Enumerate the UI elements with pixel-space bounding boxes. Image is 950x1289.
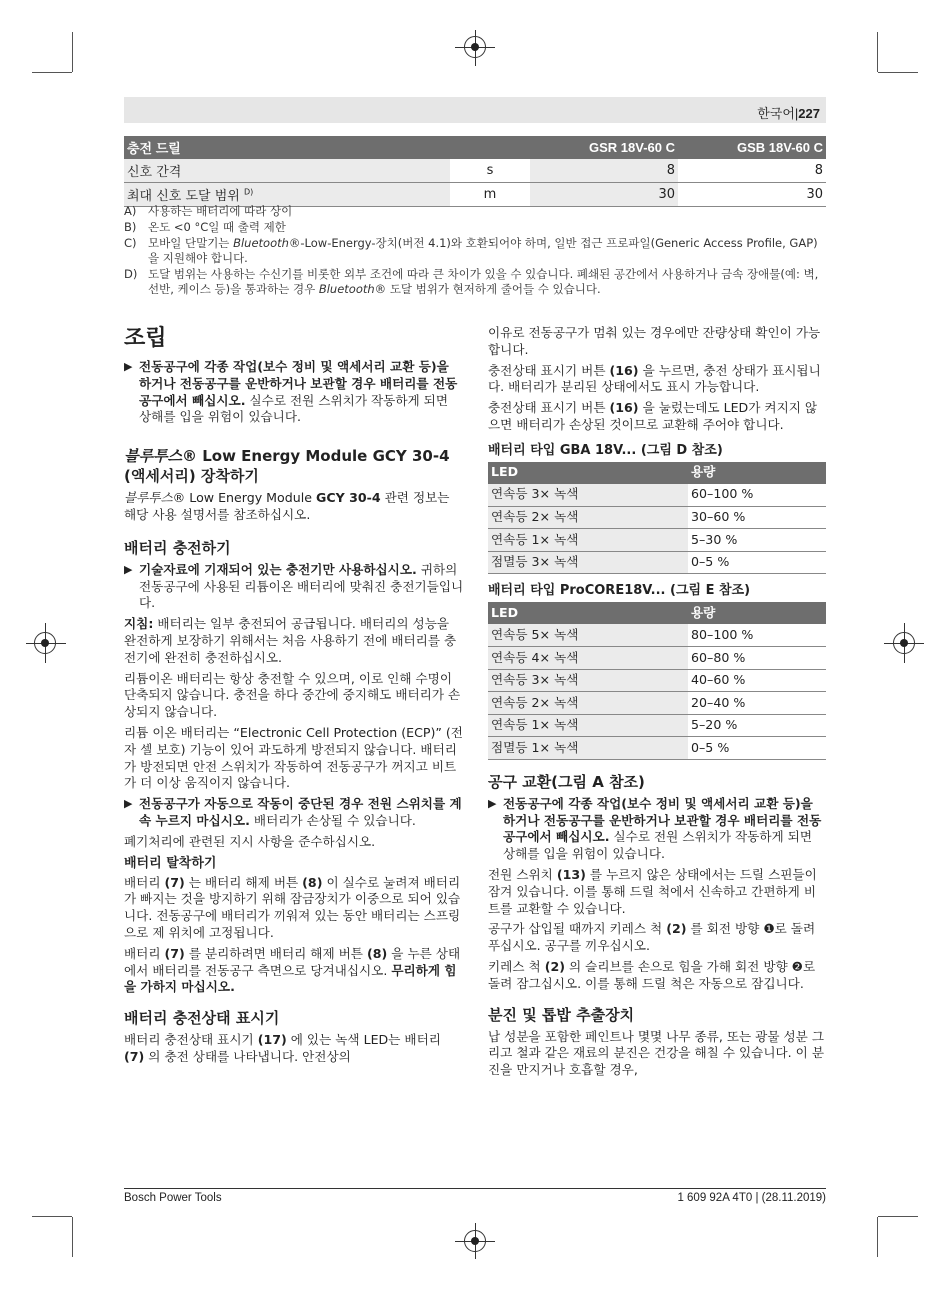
hint-text: 지침: 배터리는 일부 충전되어 공급됩니다. 배터리의 성능을 완전하게 보장하기 위해서는 처음 사용하기 전에 배터리를 충전기에 완전히 충전하십시오. — [124, 616, 457, 665]
capacity-header: 용량 — [688, 462, 826, 484]
spec-col1: GSR 18V-60 C — [530, 136, 678, 159]
spec-value: 30 — [678, 183, 826, 207]
spec-title: 충전 드릴 — [124, 136, 450, 159]
indicator-button-text: 충전상태 표시기 버튼 (16) 을 누르면, 충전 상태가 표시됩니다. 배터리가 분리된 상태에서도 표시 가능합니다. — [488, 362, 821, 395]
remove-text: 배터리 (7) 는 배터리 해제 버튼 (8) 이 실수로 눌려져 배터리가 빠지는 것을 방지하기 위해 잠금장치가 이중으로 되어 있습니다. 전동공구에 배터리가 끼워져 있는 동안 배터리는 스프링으로 제 위치에 고정됩니다. — [124, 874, 461, 940]
crop-mark — [877, 1217, 878, 1257]
spec-footnote-ref: D) — [244, 187, 254, 197]
remove-title: 배터리 탈착하기 — [124, 855, 217, 871]
led-header: LED — [488, 462, 688, 484]
bullet-arrow-icon: ▶ — [124, 562, 133, 576]
registration-mark-icon — [893, 632, 915, 654]
tool-change-title: 공구 교환(그림 A 참조) — [488, 772, 645, 791]
page-header: 한국어|227 — [757, 106, 820, 121]
spec-unit: s — [450, 159, 530, 183]
table-row: 연속등 4× 녹색 60–80 % — [488, 647, 826, 670]
indicator-button-text: 충전상태 표시기 버튼 (16) 을 눌렀는데도 LED가 켜지지 않으면 배터리가 손상된 것이므로 교환해 주어야 합니다. — [488, 400, 818, 432]
table-row: 점멸등 3× 녹색 0–5 % — [488, 551, 826, 574]
spec-label: 최대 신호 도달 범위 — [127, 189, 240, 204]
bluetooth-title: 블루투스® Low Energy Module GCY 30-4 (액세서리) 장착하기 — [124, 447, 450, 486]
page-number: 227 — [798, 106, 820, 121]
capacity-header: 용량 — [688, 602, 826, 624]
table-row: 연속등 5× 녹색 80–100 % — [488, 624, 826, 647]
tool-text: 공구가 삽입될 때까지 키레스 척 (2) 를 회전 방향 ❶로 돌려 푸십시오. 공구를 끼우십시오. — [488, 921, 816, 954]
registration-mark-icon — [464, 1230, 486, 1252]
crop-mark — [32, 1216, 72, 1217]
registration-mark-icon — [34, 632, 56, 654]
warning-bullet: ▶ 전동공구가 자동으로 작동이 중단된 경우 전원 스위치를 계속 누르지 마십시오. 배터리가 손상될 수 있습니다. — [124, 796, 462, 828]
procore-title: 배터리 타입 ProCORE18V... (그림 E 참조) — [488, 583, 751, 599]
spec-table — [124, 136, 826, 207]
table-row: 연속등 2× 녹색 20–40 % — [488, 692, 826, 715]
remove-text: 배터리 (7) 를 분리하려면 배터리 해제 버튼 (8) 을 누른 상태에서 배터리를 전동공구 측면으로 당겨내십시오. 무리하게 힘을 가하지 마십시오. — [124, 945, 461, 995]
crop-mark — [32, 72, 72, 73]
crop-mark — [877, 32, 878, 72]
bluetooth-text: 블루투스® Low Energy Module GCY 30-4 관련 정보는 해당 사용 설명서를 참조하십시오. — [124, 490, 450, 522]
gba-led-table — [488, 462, 826, 575]
table-row: 연속등 2× 녹색 30–60 % — [488, 506, 826, 529]
footnote: B) 온도 <0 °C일 때 출력 제한 — [124, 220, 826, 235]
led-header: LED — [488, 602, 688, 624]
footnote-text: 온도 <0 °C일 때 출력 제한 — [148, 220, 286, 234]
footer-doc-number: 1 609 92A 4T0 | (28.11.2019) — [677, 1192, 826, 1204]
crop-mark — [878, 72, 918, 73]
tool-text: 키레스 척 (2) 의 슬리브를 손으로 힘을 가해 회전 방향 ❷로 돌려 잠그십시오. 이를 통해 드릴 척은 자동으로 잠깁니다. — [488, 958, 816, 991]
footnote: D) 도달 범위는 사용하는 수신기를 비롯한 외부 조건에 따라 큰 차이가 있을 수 있습니다. 폐쇄된 공간에서 사용하거나 금속 장애물(예: 벽, 선반, 케이스 등)을 통과하는 경우 Bluetooth® 도달 범위가 현저하게 줄어들 수 있습니다. — [124, 267, 826, 297]
table-row — [124, 183, 826, 207]
footnote-text: 사용하는 배터리에 따라 상이 — [148, 204, 293, 218]
bullet-arrow-icon: ▶ — [124, 360, 133, 373]
table-row: 연속등 1× 녹색 5–30 % — [488, 529, 826, 552]
indicator-text: 배터리 충전상태 표시기 (17) 에 있는 녹색 LED는 배터리 (7) 의 충전 상태를 나타냅니다. 안전상의 — [124, 1032, 441, 1064]
gba-title: 배터리 타입 GBA 18V... (그림 D 참조) — [488, 442, 723, 458]
table-row — [124, 159, 826, 183]
header-language: 한국어 — [757, 106, 795, 121]
spec-value: 8 — [678, 159, 826, 183]
indicator-title: 배터리 충전상태 표시기 — [124, 1009, 280, 1028]
footer-divider — [124, 1188, 826, 1189]
table-row: 연속등 1× 녹색 5–20 % — [488, 714, 826, 737]
table-row: 점멸등 1× 녹색 0–5 % — [488, 737, 826, 760]
ecp-text: 리튬 이온 배터리는 “Electronic Cell Protection (ECP)” (전자 셀 보호) 기능이 있어 과도하게 방전되지 않습니다. 배터리가 방전되면 안전 스위치가 작동하여 전동공구가 꺼지고 비트가 더 이상 움직이지 않습니다. — [124, 724, 463, 791]
warning-bullet: ▶ 기술자료에 기재되어 있는 충전기만 사용하십시오. 귀하의 전동공구에 사용된 리튬이온 배터리에 맞춰진 충전기들입니다. — [124, 561, 464, 611]
dust-title: 분진 및 톱밥 추출장치 — [488, 1005, 635, 1024]
crop-mark — [878, 1216, 918, 1217]
dust-text: 납 성분을 포함한 페인트나 몇몇 나무 종류, 또는 광물 성분 그리고 철과 같은 재료의 분진은 건강을 해칠 수 있습니다. 이 분진을 만지거나 호흡할 경우, — [488, 1028, 825, 1078]
registration-mark-icon — [464, 36, 486, 58]
rotation-1-icon: ❶ — [763, 921, 775, 937]
footnotes — [124, 204, 826, 298]
procore-led-table — [488, 602, 826, 760]
table-row: 연속등 3× 녹색 40–60 % — [488, 669, 826, 692]
header-band — [124, 97, 826, 123]
warning-bullet: ▶ 전동공구에 각종 작업(보수 정비 및 액세서리 교환 등)을 하거나 전동공구를 운반하거나 보관할 경우 배터리를 전동공구에서 빼십시오. 실수로 전원 스위치가 작동하게 되면 상해를 입을 위험이 있습니다. — [488, 795, 822, 862]
spec-label-cell — [124, 183, 450, 207]
disposal-text: 폐기처리에 관련된 지시 사항을 준수하십시오. — [124, 833, 376, 849]
footnote-text: 도달 범위는 사용하는 수신기를 비롯한 외부 조건에 따라 큰 차이가 있을 수 있습니다. 폐쇄된 공간에서 사용하거나 금속 장애물(예: 벽, 선반, 케이스 등)을 통과하는 경우 Bluetooth® 도달 범위가 현저하게 줄어들 수 있습니다. — [148, 267, 819, 296]
spec-unit: m — [450, 183, 530, 207]
right-column — [488, 325, 826, 1083]
assembly-title: 조립 — [124, 326, 167, 351]
footnote-text: 모바일 단말기는 Bluetooth®-Low-Energy-장치(버전 4.1)와 호환되어야 하며, 일반 접근 프로파일(Generic Access Profile, GAP)을 지원해야 합니다. — [148, 236, 818, 265]
footnote: A) 사용하는 배터리에 따라 상이 — [124, 204, 826, 219]
spec-value: 30 — [530, 183, 678, 207]
spec-col2: GSB 18V-60 C — [678, 136, 826, 159]
footer-brand: Bosch Power Tools — [124, 1192, 222, 1204]
footnote: C) 모바일 단말기는 Bluetooth®-Low-Energy-장치(버전 4.1)와 호환되어야 하며, 일반 접근 프로파일(Generic Access Profile, GAP)을 지원해야 합니다. — [124, 236, 826, 266]
crop-mark — [72, 1217, 73, 1257]
rotation-2-icon: ❷ — [791, 958, 803, 974]
bullet-arrow-icon: ▶ — [488, 796, 497, 810]
table-row: 연속등 3× 녹색 60–100 % — [488, 484, 826, 507]
charge-title: 배터리 충전하기 — [124, 538, 231, 557]
tool-text: 전원 스위치 (13) 를 누르지 않은 상태에서는 드릴 스핀들이 잠겨 있습니다. 이를 통해 드릴 척에서 신속하고 간편하게 비트를 교환할 수 있습니다. — [488, 866, 817, 916]
warning-bullet: ▶ 전동공구에 각종 작업(보수 정비 및 액세서리 교환 등)을 하거나 전동공구를 운반하거나 보관할 경우 배터리를 전동공구에서 빼십시오. 실수로 전원 스위치가 작동하게 되면 상해를 입을 위험이 있습니다. — [124, 359, 458, 425]
spec-value: 8 — [530, 159, 678, 183]
left-column — [124, 325, 464, 1070]
spec-label: 신호 간격 — [124, 159, 450, 183]
crop-mark — [72, 32, 73, 72]
bullet-arrow-icon: ▶ — [124, 797, 133, 811]
liion-text: 리튬이온 배터리는 항상 충전할 수 있으며, 이로 인해 수명이 단축되지 않습니다. 충전을 하다 중간에 중지해도 배터리가 손상되지 않습니다. — [124, 670, 461, 720]
continued-text: 이유로 전동공구가 멈춰 있는 경우에만 잔량상태 확인이 가능합니다. — [488, 325, 821, 357]
